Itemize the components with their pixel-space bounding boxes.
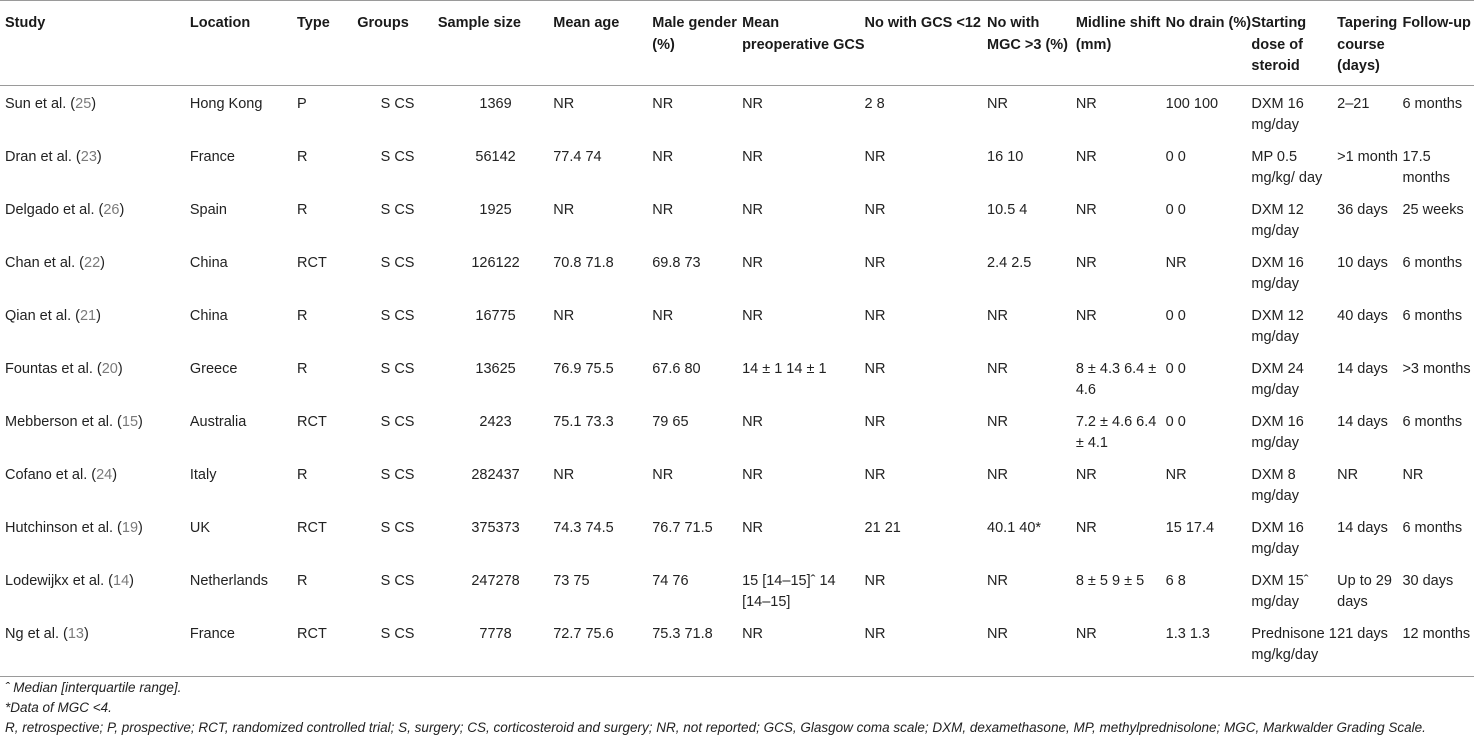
cell-groups: S CS [380,413,415,430]
cell-starting-dose: DXM 16 mg/day [1251,95,1304,133]
cell-follow-up: 30 days [1402,572,1454,589]
cell-location: France [189,148,235,165]
cell-sample-size: 375373 [471,519,520,536]
cell-male-gender: NR [652,466,674,483]
cell-midline-shift: NR [1076,616,1166,677]
cell-groups: S CS [380,254,415,271]
cell-mean-gcs: NR [742,148,764,165]
cell-tapering-course: 36 days [1337,201,1388,218]
cell-follow-up: 25 weeks [1402,201,1464,218]
cell-groups: S CS [380,307,415,324]
reference-link[interactable]: 19 [121,519,139,536]
cell-starting-dose: DXM 15ˆ mg/day [1251,572,1309,610]
cell-sample-size: 13625 [475,360,516,377]
cell-mean-age: NR [553,307,575,324]
cell-mean-gcs: 14 ± 1 14 ± 1 [742,360,827,377]
study-name: Dran et al. [5,148,72,165]
cell-mean-age: 74.3 74.5 [553,519,614,536]
study-name: Cofano et al. [5,466,88,483]
cell-mean-age: 75.1 73.3 [553,413,614,430]
cell-follow-up: 6 months [1402,413,1463,430]
reference-link[interactable]: 24 [96,466,113,483]
cell-midline-shift: NR [1075,95,1097,112]
cell-male-gender: 69.8 73 [652,254,701,271]
cell-starting-dose: DXM 16 mg/day [1251,519,1304,557]
cell-mean-gcs: NR [742,95,764,112]
cell-no-drain: 0 0 [1165,307,1186,324]
cell-type: R [297,201,308,218]
cell-mean-gcs: NR [742,254,764,271]
cell-mean-age: 76.9 75.5 [553,360,614,377]
cell-tapering-course: 14 days [1337,413,1388,430]
table-header-row [0,1,1474,86]
table-row [0,563,1474,616]
cell-location: China [189,307,228,324]
cell-groups: S CS [357,616,438,677]
cell-follow-up: 17.5 months [1402,148,1451,186]
cell-mgc-over-3: NR [987,307,1008,324]
cell-mean-gcs: NR [742,519,764,536]
reference-link[interactable]: 25 [75,95,92,112]
cell-type: R [297,148,308,165]
cell-mgc-over-3: NR [987,360,1008,377]
reference-link[interactable]: 26 [103,201,120,218]
cell-groups: S CS [380,360,415,377]
cell-mean-gcs: NR [742,201,764,218]
cell-mgc-over-3: NR [987,616,1076,677]
cell-gcs-under-12: NR [864,572,886,589]
cell-tapering-course: NR [1337,466,1359,483]
cell-type: R [297,307,308,324]
cell-starting-dose: DXM 16 mg/day [1251,413,1304,451]
cell-tapering-course: 10 days [1337,254,1388,271]
cell-location: Hong Kong [189,95,263,112]
cell-gcs-under-12: NR [864,413,886,430]
cell-location: Greece [189,360,238,377]
cell-midline-shift: NR [1075,148,1097,165]
study-name: Lodewijkx et al. [5,572,105,589]
cell-sample-size: 1925 [479,201,512,218]
cell-location: China [189,254,228,271]
cell-midline-shift: NR [1075,519,1097,536]
cell-sample-size: 56142 [475,148,516,165]
reference-link[interactable]: 20 [101,360,118,377]
cell-study: Qian et al. (21) [5,307,101,324]
cell-location: Italy [189,466,217,483]
cell-groups: S CS [380,201,415,218]
cell-gcs-under-12: 2 8 [864,95,885,112]
cell-mean-age: NR [553,466,575,483]
cell-mgc-over-3: NR [987,572,1008,589]
cell-groups: S CS [380,572,415,589]
table-row [0,192,1474,245]
cell-tapering-course: 14 days [1337,519,1388,536]
cell-gcs-under-12: NR [864,201,886,218]
cell-male-gender: 79 65 [652,413,689,430]
cell-type: RCT [297,616,357,677]
cell-tapering-course: 40 days [1337,307,1388,324]
cell-no-drain: NR [1165,466,1187,483]
cell-mgc-over-3: NR [987,413,1008,430]
cell-study: Delgado et al. (26) [5,201,125,218]
column-header-midline-shift: Midline shift (mm) [1076,1,1166,86]
study-name: Hutchinson et al. [5,519,114,536]
cell-mean-gcs: NR [742,616,864,677]
cell-mean-age: NR [553,201,575,218]
column-header-sample-size: Sample size [438,1,553,86]
footnote-median: ˆ Median [interquartile range]. [5,680,182,695]
cell-male-gender: NR [652,307,674,324]
cell-gcs-under-12: NR [864,466,886,483]
cell-groups: S CS [380,95,415,112]
column-header-groups: Groups [357,1,438,86]
cell-follow-up: 12 months [1402,616,1474,677]
cell-starting-dose: DXM 8 mg/day [1251,466,1299,504]
cell-mean-gcs: 15 [14–15]ˆ 14 [14–15] [742,572,836,610]
study-name: Sun et al. [5,95,67,112]
cell-midline-shift: NR [1075,307,1097,324]
cell-groups: S CS [380,148,415,165]
cell-tapering-course: >1 month [1337,148,1398,165]
cell-type: P [297,95,307,112]
cell-sample-size: 126122 [471,254,520,271]
cell-gcs-under-12: NR [865,616,987,677]
cell-study: Cofano et al. (24) [5,466,118,483]
table-body [0,85,1474,676]
cell-study: Ng et al. (13) [0,616,190,677]
column-header-study: Study [0,1,190,86]
cell-sample-size: 7778 [438,616,553,677]
cell-sample-size: 247278 [471,572,520,589]
cell-mean-age: NR [553,95,575,112]
cell-study: Dran et al. (23) [5,148,102,165]
cell-gcs-under-12: NR [864,360,886,377]
cell-mgc-over-3: 2.4 2.5 [987,254,1032,271]
cell-no-drain: 15 17.4 [1165,519,1215,536]
cell-gcs-under-12: NR [864,254,886,271]
footnote-abbreviations: R, retrospective; P, prospective; RCT, randomized controlled trial; S, surgery; CS, corticosteroid and surgery; NR, not reported; GCS, Glasgow coma scale; DXM, dexamethasone, MP, methylprednisolone; MGC, Markwalder Grading Scale. [5,720,1426,735]
cell-mean-age: 72.7 75.6 [553,616,652,677]
cell-mean-gcs: NR [742,307,764,324]
table-row [0,139,1474,192]
cell-study: Sun et al. (25) [5,95,97,112]
cell-starting-dose: MP 0.5 mg/kg/ day [1251,148,1323,186]
cell-mgc-over-3: 10.5 4 [987,201,1028,218]
column-header-follow-up: Follow-up [1402,1,1474,86]
cell-study: Chan et al. (22) [5,254,105,271]
reference-link[interactable]: 21 [79,307,97,324]
cell-midline-shift: 8 ± 4.3 6.4 ± 4.6 [1075,360,1157,398]
cell-no-drain: 0 0 [1165,360,1186,377]
table-row [0,245,1474,298]
cell-sample-size: 1369 [479,95,512,112]
table-row [0,298,1474,351]
cell-sample-size: 282437 [471,466,520,483]
cell-starting-dose: Prednisone 1 mg/kg/day [1251,616,1337,677]
cell-study: Lodewijkx et al. (14) [5,572,134,589]
cell-type: RCT [297,254,327,271]
cell-midline-shift: 7.2 ± 4.6 6.4 ± 4.1 [1075,413,1157,451]
cell-groups: S CS [380,466,415,483]
study-name: Delgado et al. [5,201,95,218]
reference-link[interactable]: 13 [67,625,84,642]
cell-midline-shift: NR [1075,201,1097,218]
cell-type: R [297,360,308,377]
cell-location: UK [189,519,211,536]
cell-location: Australia [189,413,247,430]
table-row [0,351,1474,404]
reference-link[interactable]: 23 [80,148,97,165]
cell-sample-size: 16775 [475,307,516,324]
cell-no-drain: 100 100 [1165,95,1219,112]
column-header-mean-gcs: Mean preoperative GCS [742,1,864,86]
cell-starting-dose: DXM 12 mg/day [1251,307,1304,345]
cell-type: R [297,572,308,589]
column-header-mean-age: Mean age [553,1,652,86]
cell-mgc-over-3: NR [987,466,1008,483]
reference-link[interactable]: 22 [84,254,101,271]
cell-location: France [190,616,297,677]
study-name: Chan et al. [5,254,76,271]
cell-no-drain: 0 0 [1165,201,1186,218]
column-header-starting-dose: Starting dose of steroid [1251,1,1337,86]
cell-mean-age: 73 75 [553,572,590,589]
cell-male-gender: 75.3 71.8 [652,616,742,677]
cell-male-gender: NR [652,148,674,165]
cell-male-gender: NR [652,201,674,218]
table-footnotes [5,678,1426,738]
reference-link[interactable]: 15 [121,413,139,430]
column-header-type: Type [297,1,357,86]
cell-study: Hutchinson et al. (19) [5,519,143,536]
cell-mgc-over-3: 40.1 40* [987,519,1042,536]
table-row [0,85,1474,139]
table-row [0,510,1474,563]
study-name: Ng et al. [5,625,59,642]
cell-tapering-course: 14 days [1337,360,1388,377]
study-name: Qian et al. [5,307,72,324]
table-row [0,616,1474,677]
table-row [0,404,1474,457]
cell-gcs-under-12: 21 21 [864,519,901,536]
cell-type: RCT [297,519,327,536]
cell-tapering-course: 21 days [1337,616,1402,677]
cell-male-gender: 67.6 80 [652,360,701,377]
cell-no-drain: NR [1165,254,1187,271]
cell-mean-age: 77.4 74 [553,148,602,165]
cell-mgc-over-3: NR [987,95,1008,112]
cell-male-gender: 74 76 [652,572,689,589]
cell-study: Fountas et al. (20) [5,360,123,377]
cell-tapering-course: 2–21 [1337,95,1370,112]
cell-male-gender: 76.7 71.5 [652,519,713,536]
table-row [0,457,1474,510]
cell-midline-shift: 8 ± 5 9 ± 5 [1075,572,1145,589]
cell-male-gender: NR [652,95,674,112]
cell-location: Spain [189,201,227,218]
cell-midline-shift: NR [1075,254,1097,271]
cell-follow-up: 6 months [1402,95,1463,112]
column-header-mgc-over-3: No with MGC >3 (%) [987,1,1076,86]
cell-no-drain: 0 0 [1165,148,1186,165]
cell-starting-dose: DXM 12 mg/day [1251,201,1304,239]
cell-midline-shift: NR [1075,466,1097,483]
column-header-male-gender: Male gender (%) [652,1,742,86]
study-name: Fountas et al. [5,360,93,377]
column-header-gcs-under-12: No with GCS <12 [865,1,987,86]
cell-follow-up: 6 months [1402,254,1463,271]
cell-mean-gcs: NR [742,466,764,483]
cell-study: Mebberson et al. (15) [5,413,143,430]
cell-mean-age: 70.8 71.8 [553,254,614,271]
cell-location: Netherlands [189,572,269,589]
column-header-tapering-course: Tapering course (days) [1337,1,1402,86]
cell-follow-up: 6 months [1402,519,1463,536]
cell-type: RCT [297,413,327,430]
cell-starting-dose: DXM 24 mg/day [1251,360,1304,398]
column-header-no-drain: No drain (%) [1166,1,1252,86]
cell-starting-dose: DXM 16 mg/day [1251,254,1304,292]
cell-mean-gcs: NR [742,413,764,430]
cell-mgc-over-3: 16 10 [987,148,1024,165]
cell-groups: S CS [380,519,415,536]
study-name: Mebberson et al. [5,413,114,430]
cell-gcs-under-12: NR [864,307,886,324]
cell-follow-up: >3 months [1402,360,1471,377]
reference-link[interactable]: 14 [113,572,130,589]
cell-follow-up: 6 months [1402,307,1463,324]
cell-gcs-under-12: NR [864,148,886,165]
footnote-mgc: *Data of MGC <4. [5,700,112,715]
cell-follow-up: NR [1402,466,1424,483]
cell-no-drain: 1.3 1.3 [1166,616,1252,677]
cell-type: R [297,466,308,483]
cell-no-drain: 0 0 [1165,413,1186,430]
column-header-location: Location [190,1,297,86]
cell-tapering-course: Up to 29 days [1337,572,1392,610]
cell-no-drain: 6 8 [1165,572,1186,589]
cell-sample-size: 2423 [479,413,512,430]
